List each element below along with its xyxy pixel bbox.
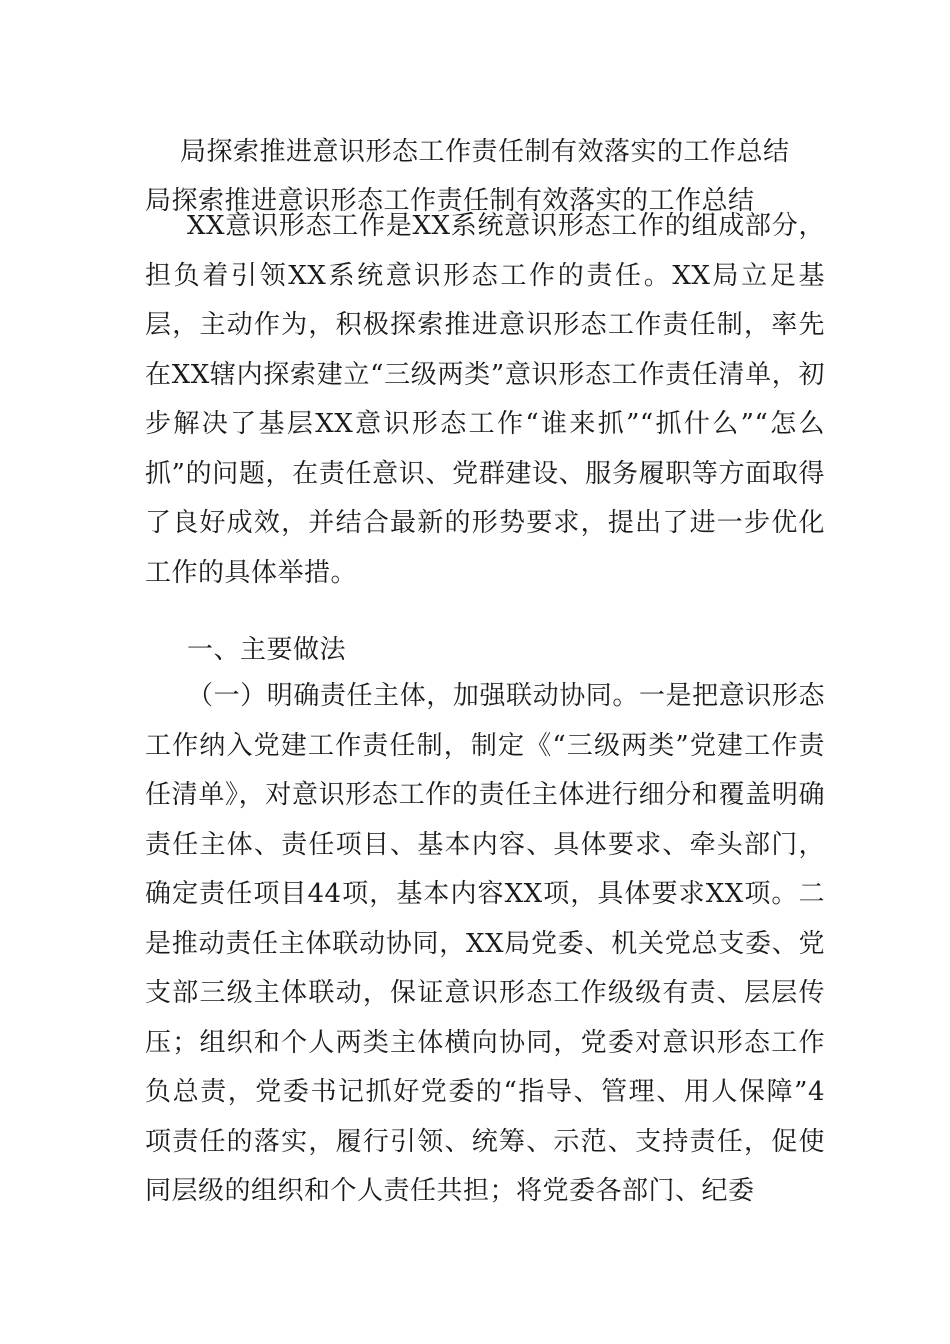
document-title: 局探索推进意识形态工作责任制有效落实的工作总结 xyxy=(180,137,790,167)
section-heading: 一、主要做法 xyxy=(187,635,347,665)
document-subtitle: 局探索推进意识形态工作责任制有效落实的工作总结 xyxy=(145,186,755,216)
intro-paragraph: XX意识形态工作是XX系统意识形态工作的组成部分，担负着引领XX系统意识形态工作的责任。XX局立足基层，主动作为，积极探索推进意识形态工作责任制，率先在XX辖内探索建立“三级两类”意识形态工作责任清单，初步解决了基层XX意识形态工作“谁来抓”“抓什么”“怎么抓”的问题，在责任意识、党群建设、服务履职等方面取得了良好成效，并结合最新的形势要求，提出了进一步优化工作的具体举措。 xyxy=(145,211,825,588)
section-paragraph: （一）明确责任主体，加强联动协同。一是把意识形态工作纳入党建工作责任制，制定《“三级两类”党建工作责任清单》，对意识形态工作的责任主体进行细分和覆盖明确责任主体、责任项目、基本内容、具体要求、牵头部门，确定责任项目44项，基本内容XX项，具体要求XX项。二是推动责任主体联动协同，XX局党委、机关党总支委、党支部三级主体联动，保证意识形态工作级级有责、层层传压；组织和个人两类主体横向协同，党委对意识形态工作负总责，党委书记抓好党委的“指导、管理、用人保障”4项责任的落实，履行引领、统筹、示范、支持责任，促使同层级的组织和个人责任共担；将党委各部门、纪委 xyxy=(145,681,825,1206)
